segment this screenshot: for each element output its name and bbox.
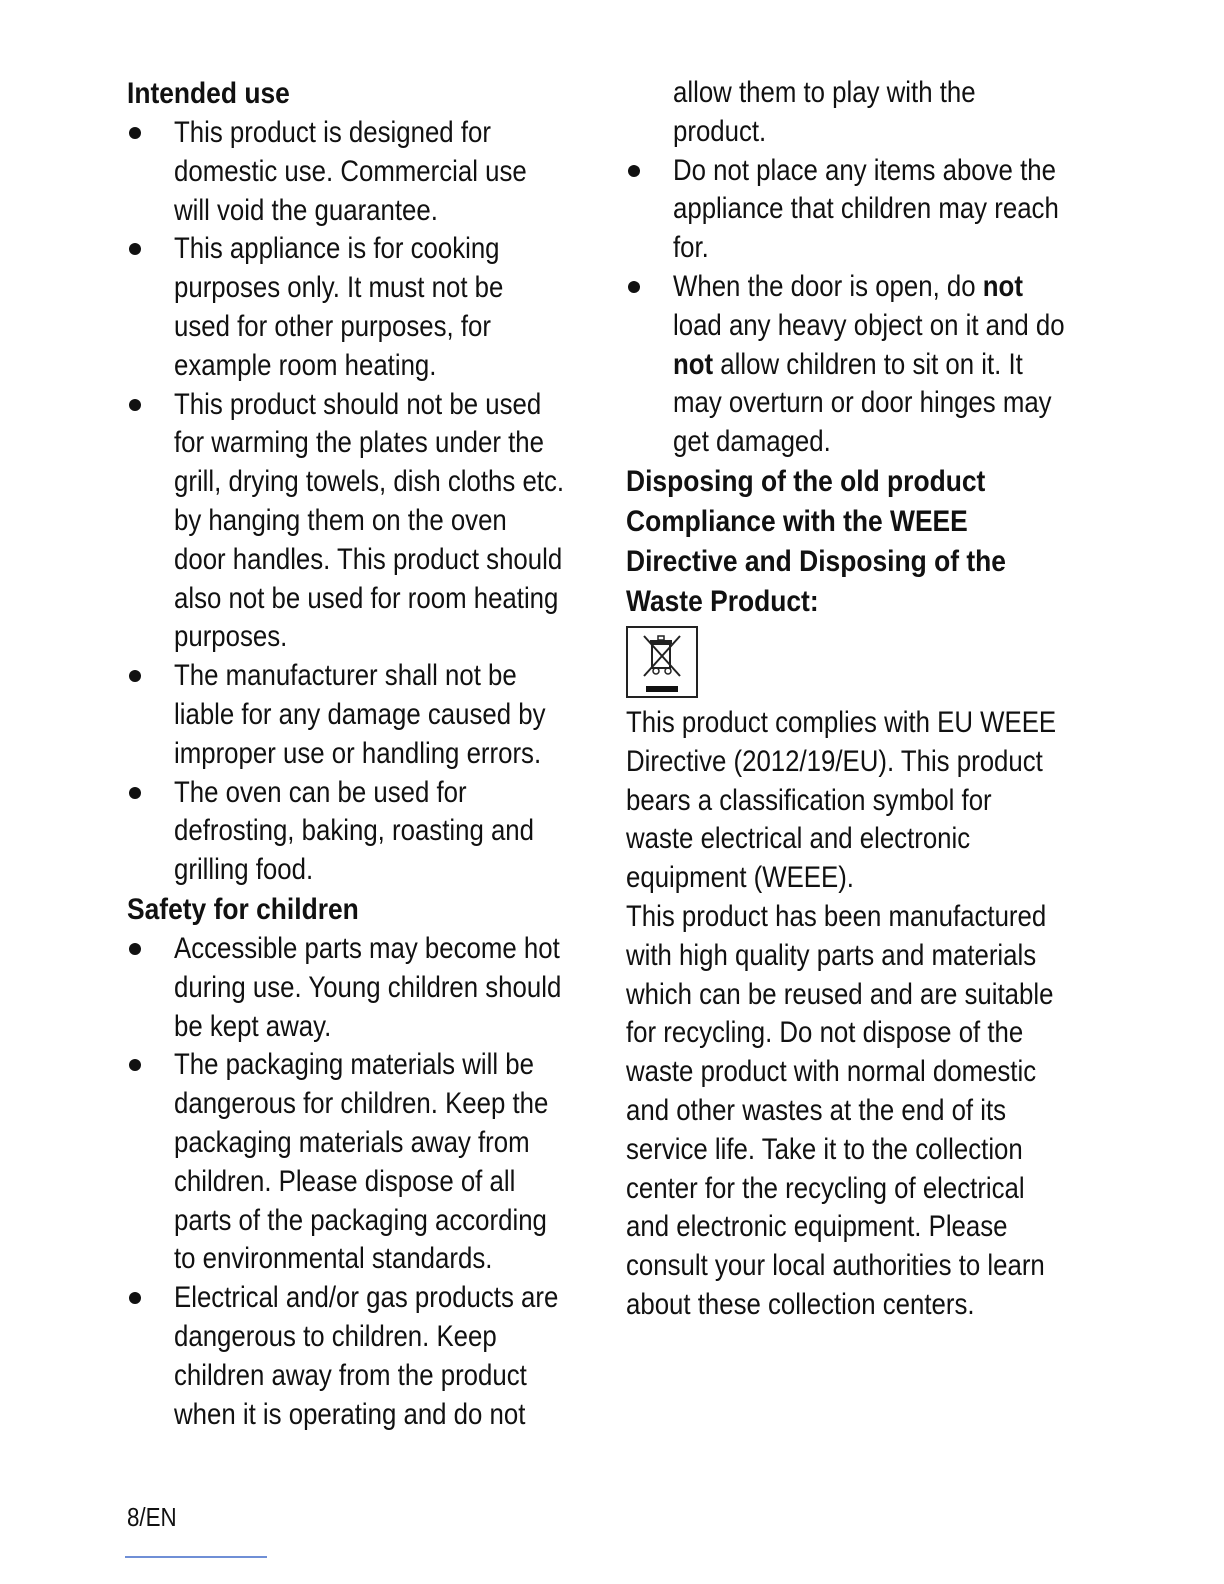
safety-list xyxy=(127,930,602,1434)
list-item: The oven can be used for defrosting, baking, roasting and grilling food. xyxy=(127,774,602,890)
bullet-icon xyxy=(129,1292,141,1304)
weee-paragraph-2: This product has been manufactured with high quality parts and materials which can be reused and are suitable for recycling. Do not dispose of the waste product with normal domestic and other wastes at the end of its service life. Take it to the collection center for the recycling of electrical and electronic equipment. Please consult your local authorities to learn about these collection centers. xyxy=(626,899,1054,1321)
bullet-icon xyxy=(129,943,141,955)
bullet-icon xyxy=(628,281,640,293)
bullet-icon xyxy=(129,127,141,139)
left-column xyxy=(127,74,602,1434)
list-item-door: When the door is open, do not load any heavy object on it and do not allow children to sit on it. It may overturn or door hinges may get damaged. xyxy=(626,268,1096,462)
intended-use-heading: Intended use xyxy=(127,77,290,110)
weee-heading: Compliance with the WEEE Directive and Disposing of the Waste Product: xyxy=(626,504,1006,618)
page-number: 8/EN xyxy=(127,1502,177,1532)
right-column xyxy=(626,74,1096,1325)
bullet-icon xyxy=(129,787,141,799)
list-item: This appliance is for cooking purposes only. It must not be used for other purposes, for example room heating. xyxy=(127,230,602,385)
list-item: The manufacturer shall not be liable for any damage caused by improper use or handling errors. xyxy=(127,657,602,773)
right-list xyxy=(626,152,1096,268)
list-item: This product is designed for domestic use. Commercial use will void the guarantee. xyxy=(127,114,602,230)
list-item: Accessible parts may become hot during use. Young children should be kept away. xyxy=(127,930,602,1046)
safety-heading: Safety for children xyxy=(127,892,359,926)
weee-paragraph-1: This product complies with EU WEEE Directive (2012/19/EU). This product bears a classification symbol for waste electrical and electronic equipment (WEEE). xyxy=(626,705,1057,895)
bullet-icon xyxy=(129,670,141,682)
list-item: The packaging materials will be dangerous for children. Keep the packaging materials away from children. Please dispose of all parts of the packaging according to environmental standards. xyxy=(127,1046,602,1279)
crossed-bin-icon xyxy=(626,626,698,698)
intended-use-list xyxy=(127,114,602,890)
list-item: Do not place any items above the appliance that children may reach for. xyxy=(626,152,1096,268)
bullet-icon xyxy=(129,399,141,411)
list-item: This product should not be used for warming the plates under the grill, drying towels, dish cloths etc. by hanging them on the oven door handles. This product should also not be used for room heating purposes. xyxy=(127,386,602,658)
disposing-heading: Disposing of the old product xyxy=(626,464,986,498)
bullet-icon xyxy=(129,1059,141,1071)
bullet-icon xyxy=(628,165,640,177)
footer-divider xyxy=(125,1556,267,1558)
bullet-icon xyxy=(129,243,141,255)
list-item: Electrical and/or gas products are dangerous to children. Keep children away from the product when it is operating and do not xyxy=(127,1279,602,1434)
list-item-continued: allow them to play with the product. xyxy=(673,76,976,148)
